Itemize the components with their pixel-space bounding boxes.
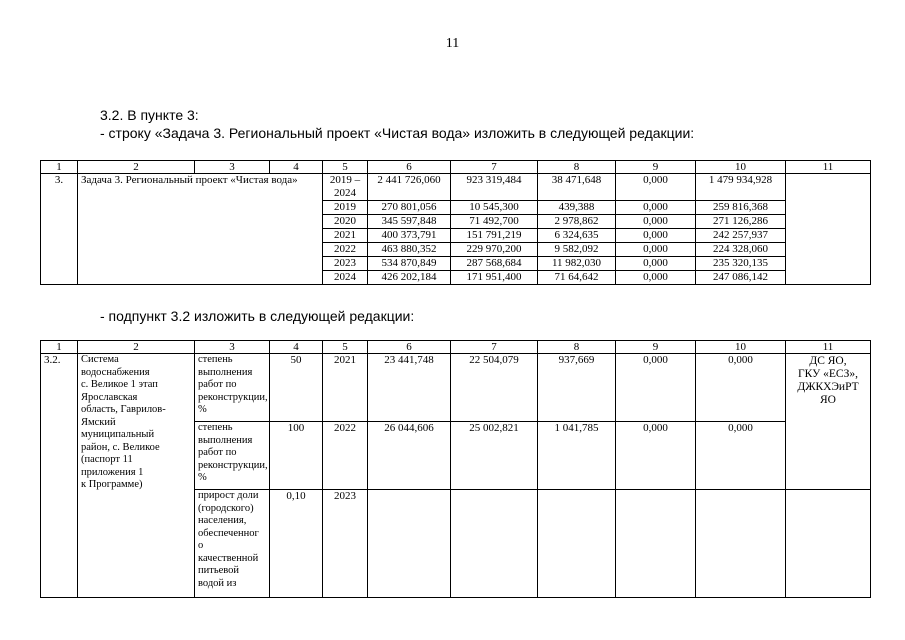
target-cell: 100 [270, 422, 323, 490]
value-cell [696, 490, 786, 598]
header-cell: 9 [616, 341, 696, 354]
value-cell: 400 373,791 [368, 229, 451, 243]
header-cell: 6 [368, 341, 451, 354]
value-cell: 1 479 934,928 [696, 174, 786, 201]
value-cell: 463 880,352 [368, 243, 451, 257]
year-cell: 2019 – 2024 [323, 174, 368, 201]
value-cell: 923 319,484 [451, 174, 538, 201]
value-cell: 937,669 [538, 354, 616, 422]
header-cell: 2 [78, 161, 195, 174]
value-cell: 25 002,821 [451, 422, 538, 490]
value-cell: 224 328,060 [696, 243, 786, 257]
value-cell: 38 471,648 [538, 174, 616, 201]
value-cell [616, 490, 696, 598]
header-cell: 1 [41, 161, 78, 174]
table-task-3 [40, 160, 871, 285]
header-cell: 11 [786, 161, 871, 174]
indicator-cell: степень выполнения работ по реконструкции, % [195, 354, 270, 422]
value-cell: 2 978,862 [538, 215, 616, 229]
empty-cell [786, 490, 871, 598]
system-description: Система водоснабжения с. Великое 1 этап Ярославская область, Гаврилов- Ямский муниципальный район, с. Великое (паспорт 11 приложения 1 к Программе) [78, 354, 195, 598]
header-cell: 10 [696, 341, 786, 354]
value-cell: 0,000 [616, 229, 696, 243]
header-cell: 1 [41, 341, 78, 354]
year-cell: 2022 [323, 243, 368, 257]
value-cell: 247 086,142 [696, 271, 786, 285]
header-cell: 8 [538, 161, 616, 174]
header-cell: 4 [270, 161, 323, 174]
header-cell: 2 [78, 341, 195, 354]
header-cell: 7 [451, 341, 538, 354]
value-cell: 534 870,849 [368, 257, 451, 271]
value-cell [368, 490, 451, 598]
value-cell: 26 044,606 [368, 422, 451, 490]
header-cell: 3 [195, 161, 270, 174]
header-cell: 11 [786, 341, 871, 354]
year-cell: 2023 [323, 490, 368, 598]
page-number: 11 [445, 36, 460, 51]
table-row [41, 174, 871, 201]
value-cell: 6 324,635 [538, 229, 616, 243]
value-cell: 0,000 [616, 422, 696, 490]
value-cell: 0,000 [696, 422, 786, 490]
row-number: 3. [41, 174, 78, 285]
value-cell: 0,000 [616, 215, 696, 229]
value-cell: 23 441,748 [368, 354, 451, 422]
year-cell: 2021 [323, 354, 368, 422]
value-cell: 0,000 [696, 354, 786, 422]
value-cell: 151 791,219 [451, 229, 538, 243]
value-cell: 1 041,785 [538, 422, 616, 490]
year-cell: 2023 [323, 257, 368, 271]
value-cell: 0,000 [616, 201, 696, 215]
year-cell: 2020 [323, 215, 368, 229]
target-cell: 50 [270, 354, 323, 422]
value-cell: 2 441 726,060 [368, 174, 451, 201]
value-cell: 242 257,937 [696, 229, 786, 243]
header-cell: 6 [368, 161, 451, 174]
header-cell: 3 [195, 341, 270, 354]
year-cell: 2019 [323, 201, 368, 215]
value-cell: 11 982,030 [538, 257, 616, 271]
value-cell: 259 816,368 [696, 201, 786, 215]
value-cell [538, 490, 616, 598]
value-cell: 10 545,300 [451, 201, 538, 215]
value-cell: 71 64,642 [538, 271, 616, 285]
value-cell: 0,000 [616, 174, 696, 201]
instruction-line-1: - строку «Задача 3. Региональный проект «Чистая вода» изложить в следующей редакции: [100, 125, 695, 141]
value-cell: 426 202,184 [368, 271, 451, 285]
executors-cell: ДС ЯО, ГКУ «ЕСЗ», ДЖКХЭиРТ ЯО [786, 354, 871, 490]
year-cell: 2024 [323, 271, 368, 285]
value-cell: 0,000 [616, 271, 696, 285]
value-cell: 229 970,200 [451, 243, 538, 257]
year-cell: 2022 [323, 422, 368, 490]
value-cell [451, 490, 538, 598]
value-cell: 235 320,135 [696, 257, 786, 271]
table-row [41, 354, 871, 422]
header-cell: 5 [323, 161, 368, 174]
value-cell: 0,000 [616, 243, 696, 257]
indicator-cell: прирост доли (городского) населения, обеспеченног о качественной питьевой водой из [195, 490, 270, 598]
value-cell: 171 951,400 [451, 271, 538, 285]
value-cell: 271 126,286 [696, 215, 786, 229]
target-cell: 0,10 [270, 490, 323, 598]
table-subitem-3-2 [40, 340, 871, 598]
value-cell: 0,000 [616, 257, 696, 271]
row-number: 3.2. [41, 354, 78, 598]
header-cell: 4 [270, 341, 323, 354]
table-header-row [41, 341, 871, 354]
value-cell: 9 582,092 [538, 243, 616, 257]
header-cell: 5 [323, 341, 368, 354]
header-cell: 9 [616, 161, 696, 174]
year-cell: 2021 [323, 229, 368, 243]
value-cell: 345 597,848 [368, 215, 451, 229]
value-cell: 270 801,056 [368, 201, 451, 215]
value-cell: 0,000 [616, 354, 696, 422]
value-cell: 22 504,079 [451, 354, 538, 422]
indicator-cell: степень выполнения работ по реконструкции, % [195, 422, 270, 490]
header-cell: 8 [538, 341, 616, 354]
task-title: Задача 3. Региональный проект «Чистая вода» [78, 174, 323, 285]
header-cell: 7 [451, 161, 538, 174]
empty-cell [786, 174, 871, 285]
header-cell: 10 [696, 161, 786, 174]
table-header-row [41, 161, 871, 174]
value-cell: 287 568,684 [451, 257, 538, 271]
instruction-line-2: - подпункт 3.2 изложить в следующей редакции: [100, 308, 415, 324]
value-cell: 71 492,700 [451, 215, 538, 229]
value-cell: 439,388 [538, 201, 616, 215]
section-intro: 3.2. В пункте 3: [100, 107, 199, 123]
